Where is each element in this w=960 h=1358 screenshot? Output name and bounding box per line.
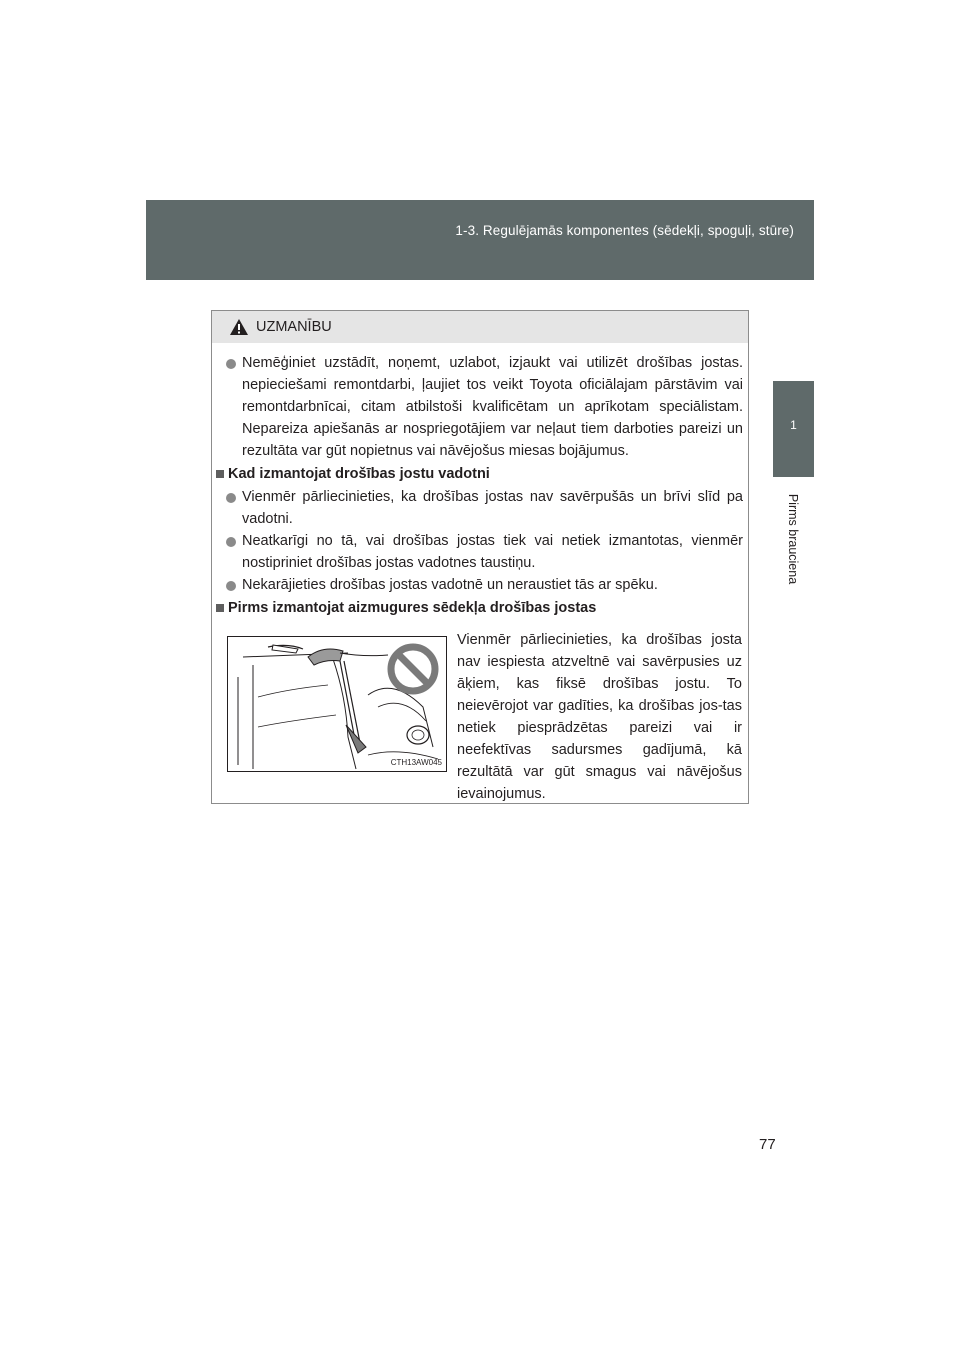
square-bullet-icon [216, 604, 224, 612]
bullet-icon [226, 537, 236, 547]
list-item: Neatkarīgi no tā, vai drošības jostas tiek vai netiek izmantotas, vienmēr nostipriniet drošības jostas vadotnes taustiņu. [242, 533, 743, 571]
seatbelt-illustration [227, 636, 447, 772]
warning-triangle-icon [229, 318, 249, 336]
bullet-icon [226, 493, 236, 503]
caution-intro: Nemēģiniet uzstādīt, noņemt, uzlabot, izjaukt vai utilizēt drošības jostas. nepieciešami remontdarbi, ļaujiet tos veikt Toyota oficiālajam pārstāvim vai remontdarbnīcai, citam atbilstoši kvalificētam un aprīkotam speciālistam. Nepareiza apiešanās ar nospriegotājiem var neļaut tiem darboties pareizi un rezultāta var gūt nopietnus vai nāvējošus miesas bojājumus. [242, 355, 743, 459]
section-heading: Kad izmantojat drošības jostu vadotni [228, 466, 490, 482]
prohibition-icon [391, 647, 435, 691]
section-title: 1-3. Regulējamās komponentes (sēdekļi, spoguļi, stūre) [455, 223, 794, 238]
list-item: Vienmēr pārliecinieties, ka drošības jostas nav savērpušās un brīvi slīd pa vadotni. [242, 489, 743, 527]
page-number: 77 [759, 1136, 776, 1153]
illustration-code: CTH13AW045 [390, 758, 442, 767]
chapter-tab [773, 381, 814, 477]
list-item: Nekarājieties drošības jostas vadotnē un neraustiet tās ar spēku. [242, 577, 658, 593]
bullet-icon [226, 359, 236, 369]
rear-seat-illustration [228, 637, 447, 772]
chapter-number: 1 [790, 418, 797, 432]
chapter-label-tab [773, 477, 814, 599]
header-band [146, 200, 814, 280]
caution-box [211, 310, 749, 804]
caution-header [212, 311, 748, 343]
caution-title: UZMANĪBU [256, 319, 332, 335]
illustration-description: Vienmēr pārliecinieties, ka drošības josta nav iespiesta atzveltnē vai savērpusies uz āķiem, kas fiksē drošības jostu. To neievērojot var gadīties, ka drošības jos-tas netiek piesprādzētas pareizi vai ir neefektīvas sadursmes gadījumā, kā rezultātā var gūt smagus vai nāvējošus ievainojumus. [457, 632, 742, 802]
square-bullet-icon [216, 470, 224, 478]
bullet-icon [226, 581, 236, 591]
section-heading: Pirms izmantojat aizmugures sēdekļa drošības jostas [228, 600, 597, 616]
chapter-label: Pirms brauciena [786, 493, 800, 585]
